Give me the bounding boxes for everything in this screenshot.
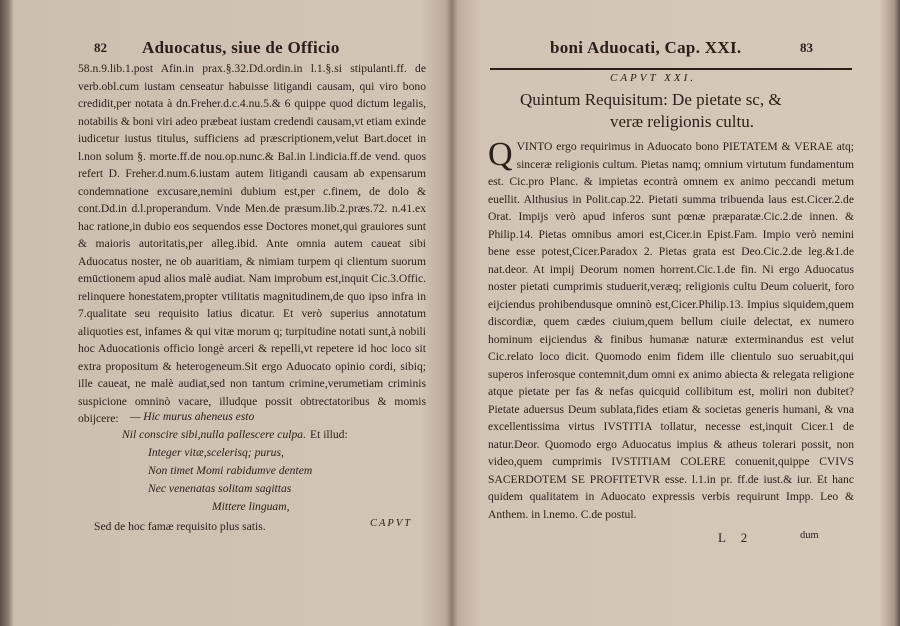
page-number: 83 bbox=[800, 40, 813, 55]
chapter-subtitle: veræ religionis cultu. bbox=[610, 112, 755, 131]
verse-line: Non timet Momi rabidumve dentem bbox=[148, 464, 313, 477]
closing-line: Sed de hoc famæ requisito plus satis. bbox=[94, 520, 266, 533]
chapter-label: CAPVT XXI. bbox=[610, 72, 697, 84]
head-rule bbox=[490, 68, 852, 70]
running-head: boni Aduocati, Cap. XXI. bbox=[550, 38, 742, 57]
verse-line: Integer vitæ,scelerisq; purus, bbox=[148, 446, 284, 459]
catchword: dum bbox=[800, 530, 819, 541]
verse-line: Nec venenatas solitam sagittas bbox=[148, 482, 292, 495]
right-page bbox=[460, 0, 885, 626]
verse-intro: Et illud: bbox=[310, 428, 348, 441]
chapter-title: Quintum Requisitum: De pietate sc, & bbox=[520, 90, 782, 109]
running-head: Aduocatus, siue de Officio bbox=[142, 38, 340, 57]
verse-line: Nil conscire sibi,nulla pallescere culpa. bbox=[122, 428, 306, 441]
verse-line: Mittere linguam, bbox=[212, 500, 290, 513]
left-page bbox=[18, 0, 446, 626]
page-body-text bbox=[488, 138, 854, 523]
signature-mark: L 2 bbox=[718, 530, 754, 545]
page-number: 82 bbox=[94, 40, 107, 55]
catchword: CAPVT bbox=[370, 518, 413, 529]
page-body-text: 58.n.9.lib.1.post Afin.in prax.§.32.Dd.ordin.in l.1.§.si stipulanti.ff. de verb.obl.cum iustam censeatur habuisse litigandi causam, qui viro bono credidit,per notata à dn.Freher.d.c.4.nu.5.& 6 quippe quod dictum legalis, notabilis & boni viri adeo præbeat iustam credendi causam,vt etiam exinde iudicetur iustus titulus, sufficiens ad præscriptionem,velut Bart.docet in l.non solum §. morte.ff.de nou.op.nunc.& Bal.in l.indicia.ff.de vend. quos refert D. Freher.d.num.6.iustam autem litigandi causam ab expensarum condemnatione excusare,nemini dubium est,per c.finem, de dolo & cont.Dd.in d.l.properandum. Vnde Men.de præsum.lib.2.præs.72. n.41.ex hac ratione,in dubio eos sequendos esse Doctores monet,qui grauiores sunt & maioris autoritatis,per alleg.ibid. Ante omnia autem caueat sibi Aduocatus noster, ne ob auaritiam, & nimiam turpem qi clientum suorum emūctionem apud alios malè audiat. Nam improbum est,inquit Cic.3.Offic. relinquere honestatem,propter vtilitatis magnitudinem,de quo ipso infra in 7.qualitate seu requisito latius dicatur. Et verò superius annotatum aliquoties est, infames & qui vitæ morum q; turpitudine notati sunt,à nobili hoc Aduocationis officio longè arceri & repelli,vt repetere id hoc loco sit extra propositum & heterogeneum.Sit ergo Aduocato opinio cordi, sibiq; ille caueat, ne malè audiat,sed non tantum crimine,verumetiam criminis suspicione omninò vacare, illudque possit obtrectatoribus & momis obijcere: bbox=[78, 62, 426, 425]
body-paragraph: VINTO ergo requirimus in Aduocato bono PIETATEM & VERAE atq; sinceræ religionis cultum. Pietas namq; omnium virtutum fundamentum est. Cic.pro Planc. & impietas econtrà omnem ex animo peccandi metum euellit. Althusius in Polit.cap.22. Pietati summa tribuenda laus est.Cicer.2.de Orat. Impijs verò apud inferos sunt pœnæ præparatæ.Cic.2.de innen. & Philip.14. Pietas omnibus amori est,Cicer.in Epist.Fam. Impio verò nemini bene esse potest,Cicer.Paradox 2. Pietas grata est Deo.Cic.2.de leg.&1.de nat.deor. At impij Deorum nomen horrent.Cic.1.de fin. Ni ergo Aduocatus noster pietati cumprimis studuerit,veræq; religionis cultu Deum coluerit, foro eijciendus prohibendusque omninò est,Cicer.Philip.13. Impius siquidem,quem discordiæ, quem cædes ciuium,quem bellum ciuile delectat, ex numero hominum eijciendus & finibus humanæ naturæ exterminandus est velut Cic.relato loco dicit. Quomodo enim fidem ille clientulo suo seruabit,qui superos inferosque contemnit,dum omni ex animo abiecta & relegata religione atque pietate per fas & nefas quicquid collibitum est, moliri non dubitet? Pietate aduersus Deum sublata,fides etiam & societas generis humani, & vna excellentissima virtus IVSTITIA tollatur, necesse est,inquit Cicer.1 de natur.Deor. Quomodo ergo Aduocatus impius & atheus tolerari possit, non video,quem cumprimis IVSTITIAM COLERE conuenit,quippe CVIVS SACERDOTEM SE PROFITETVR esse. l.1.in pr. ff.de iust.& iur. Et hanc quidem qualitatem in Aduocato expressis verbis requirunt Impp. Leo & Anthem. in l.nemo. C.de postul. bbox=[488, 140, 854, 521]
drop-cap: Q bbox=[488, 136, 513, 173]
verse-line: — Hic murus aheneus esto bbox=[130, 410, 255, 423]
